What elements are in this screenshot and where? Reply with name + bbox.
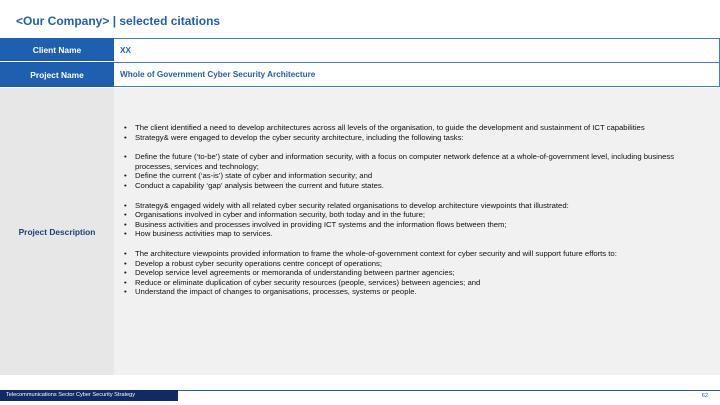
bullet-item: • Develop service level agreements or memoranda of understanding between partner agencies; [124, 268, 706, 278]
bullet-item: • Understand the impact of changes to organisations, processes, systems or people. [124, 287, 706, 297]
project-description-body [114, 88, 720, 375]
bullet-group [124, 123, 706, 142]
citation-table [0, 38, 720, 375]
bullet-item: • How business activities map to services. [124, 229, 706, 239]
client-name-label: Client Name [0, 38, 114, 62]
bullet-group [124, 152, 706, 190]
bullet-item: • Strategy& engaged widely with all related cyber security related organisations to develop architecture viewpoints that illustrated: [124, 201, 706, 211]
bullet-group [124, 201, 706, 239]
bullet-item: • The architecture viewpoints provided information to frame the whole-of-government context for cyber security and will support future efforts to: [124, 249, 706, 259]
bullet-item: • Business activities and processes involved in providing ICT systems and the information flows between them; [124, 220, 706, 230]
bullet-item: • Strategy& were engaged to develop the cyber security architecture, including the following tasks: [124, 133, 706, 143]
bullet-group [124, 249, 706, 297]
bullet-item: • Develop a robust cyber security operations centre concept of operations; [124, 259, 706, 269]
bullet-item: • Define the future (‘to-be’) state of cyber and information security, with a focus on computer network defence at a whole-of-government level, including business processes, services and technology; [124, 152, 706, 171]
bullet-item: • Reduce or eliminate duplication of cyber security resources (people, services) between agencies; and [124, 278, 706, 288]
page-number: 62 [701, 393, 708, 399]
project-row [0, 62, 720, 87]
project-name-label: Project Name [0, 62, 114, 87]
project-name-value: Whole of Government Cyber Security Architecture [114, 62, 720, 87]
bullet-item: • Define the current (‘as-is’) state of cyber and information security; and [124, 171, 706, 181]
bullet-item: • The client identified a need to develop architectures across all levels of the organisation, to guide the development and sustainment of ICT capabilities [124, 123, 706, 133]
project-description-label: Project Description [0, 88, 114, 375]
page-title: <Our Company> | selected citations [16, 14, 221, 28]
description-row [0, 88, 720, 375]
client-name-value: XX [114, 38, 720, 62]
bullet-item: • Conduct a capability ‘gap’ analysis between the current and future states. [124, 181, 706, 191]
footer-label: Telecommunications Sector Cyber Security Strategy [0, 390, 178, 401]
client-row [0, 38, 720, 62]
bullet-item: • Organisations involved in cyber and information security, both today and in the future; [124, 210, 706, 220]
